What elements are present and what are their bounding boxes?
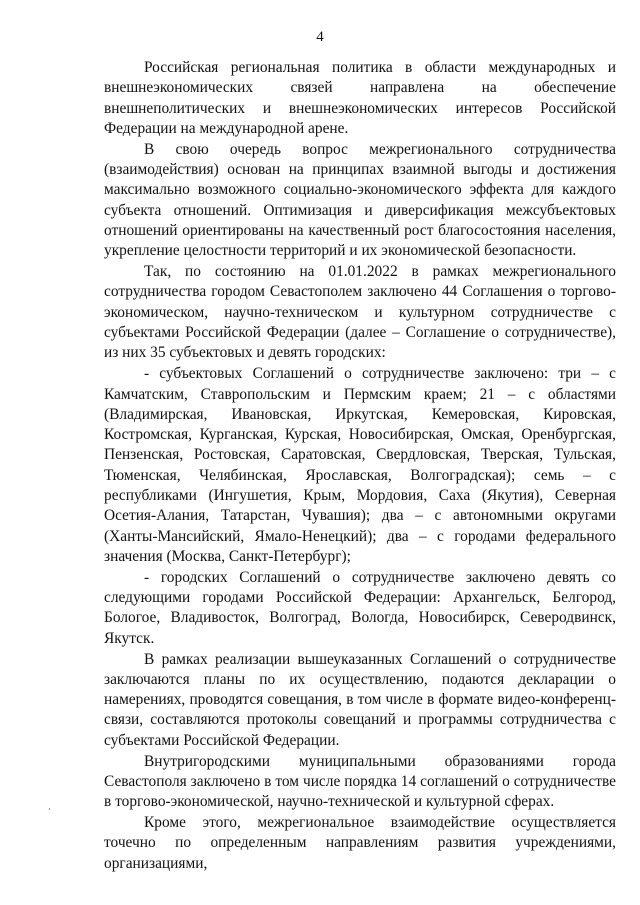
document-body (104, 58, 616, 875)
paragraph-municipal-agreements: Внутригородскими муниципальными образованиями города Севастополя заключено в том числе порядка 14 соглашений о сотрудничестве в торгово-экономической, научно-технической и культурной сферах. (104, 752, 616, 811)
paragraph-regional-policy: Российская региональная политика в области международных и внешнеэкономических связей направлена на обеспечение внешнеполитических и внешнеэкономических интересов Российской Федерации на международной арене. (104, 59, 616, 137)
paragraph-agreements-count: Так, по состоянию на 01.01.2022 в рамках межрегионального сотрудничества городом Севастополем заключено 44 Соглашения о торгово-экономическом, научно-техническом и культурном сотрудничестве с субъектами Российской Федерации (далее – Соглашение о сотрудничестве), из них 35 субъектовых и девять городских: (104, 263, 616, 362)
page-number: 4 (316, 29, 324, 45)
paragraph-interregional-cooperation: В свою очередь вопрос межрегионального сотрудничества (взаимодействия) основан на принципах взаимной выгоды и достижения максимально возможного социально-экономического эффекта для каждого субъекта отношений. Оптимизация и диверсификация межсубъектовых отношений ориентированы на качественный рост благосостояния населения, укрепление целостности территорий и их экономической безопасности. (104, 140, 616, 260)
scan-mark (49, 808, 50, 810)
paragraph-implementation: В рамках реализации вышеуказанных Соглашений о сотрудничестве заключаются планы по их осуществлению, подаются декларации о намерениях, проводятся совещания, в том числе в формате видео-конференц-связи, составляются протоколы совещаний и программы сотрудничества с субъектами Российской Федерации. (104, 650, 616, 749)
paragraph-additional-interaction: Кроме этого, межрегиональное взаимодействие осуществляется точечно по определенным направлениям развития учреждениями, организациями, (104, 814, 616, 872)
list-item-subject-agreements: - субъектовых Соглашений о сотрудничестве заключено: три – с Камчатским, Ставропольским и Пермским краем; 21 – с областями (Владимирская, Ивановская, Иркутская, Кемеровская, Кировская, Костромская, Курганская, Курская, Новосибирская, Омская, Оренбургская, Пензенская, Ростовская, Саратовская, Свердловская, Тверская, Тульская, Тюменская, Челябинская, Ярославская, Волгоградская); семь – с республиками (Ингушетия, Крым, Мордовия, Саха (Якутия), Северная Осетия-Алания, Татарстан, Чувашия); два – с автономными округами (Ханты-Мансийский, Ямало-Ненецкий); два – с городами федерального значения (Москва, Санкт-Петербург); (104, 365, 616, 565)
list-item-city-agreements: - городских Соглашений о сотрудничестве заключено девять со следующими городами Российской Федерации: Архангельск, Белгород, Бологое, Владивосток, Волгоград, Вологда, Новосибирск, Северодвинск, Якутск. (104, 568, 616, 647)
